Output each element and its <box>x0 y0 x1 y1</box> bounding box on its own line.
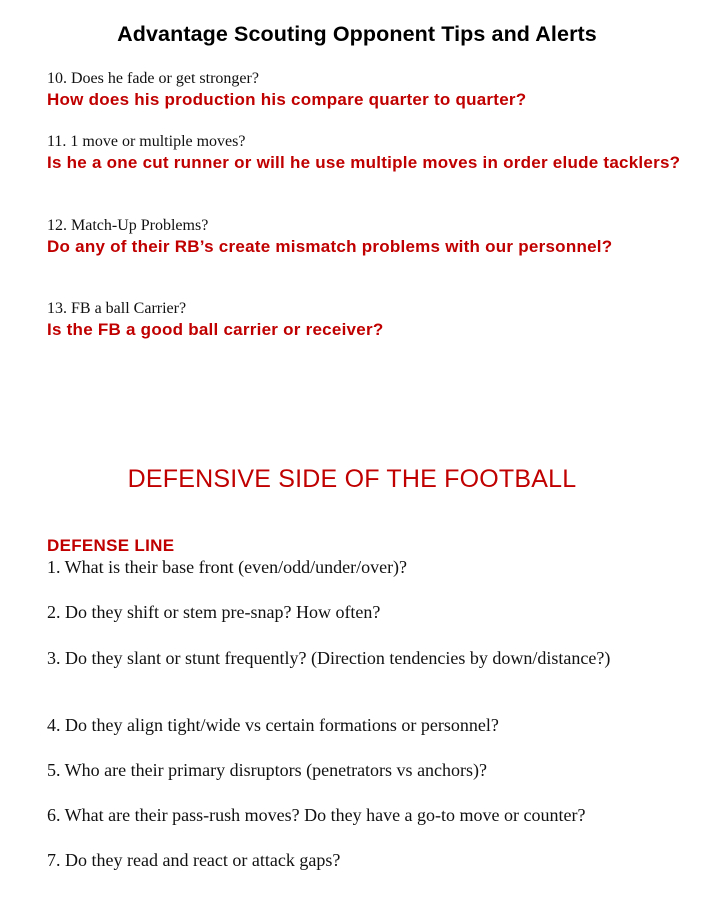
question-text: 12. Match-Up Problems? <box>47 217 209 234</box>
section-title: DEFENSIVE SIDE OF THE FOOTBALL <box>127 465 577 493</box>
document-title: Advantage Scouting Opponent Tips and Alerts <box>117 22 597 46</box>
question-text: 11. 1 move or multiple moves? <box>47 133 246 150</box>
question-block-12 <box>47 216 687 257</box>
question-block-11 <box>47 132 687 173</box>
defense-item-5: 5. Who are their primary disruptors (penetrators vs anchors)? <box>47 760 488 780</box>
question-block-10 <box>47 69 687 110</box>
defense-item-2: 2. Do they shift or stem pre-snap? How often? <box>47 602 381 622</box>
defense-item-6: 6. What are their pass-rush moves? Do they have a go-to move or counter? <box>47 805 586 825</box>
question-answer: Is he a one cut runner or will he use multiple moves in order elude tacklers? <box>47 153 681 172</box>
question-answer: Do any of their RB’s create mismatch problems with our personnel? <box>47 237 613 256</box>
defense-item-7: 7. Do they read and react or attack gaps? <box>47 850 341 870</box>
question-answer: Is the FB a good ball carrier or receiver? <box>47 320 384 339</box>
defense-item-4: 4. Do they align tight/wide vs certain formations or personnel? <box>47 715 499 735</box>
question-block-13 <box>47 299 687 340</box>
defense-item-3: 3. Do they slant or stunt frequently? (Direction tendencies by down/distance?) <box>47 648 611 668</box>
question-answer: How does his production his compare quarter to quarter? <box>47 90 527 109</box>
question-text: 13. FB a ball Carrier? <box>47 300 187 317</box>
defense-item-1: 1. What is their base front (even/odd/under/over)? <box>47 557 408 577</box>
defense-line-heading: DEFENSE LINE <box>47 536 175 555</box>
question-text: 10. Does he fade or get stronger? <box>47 70 259 87</box>
